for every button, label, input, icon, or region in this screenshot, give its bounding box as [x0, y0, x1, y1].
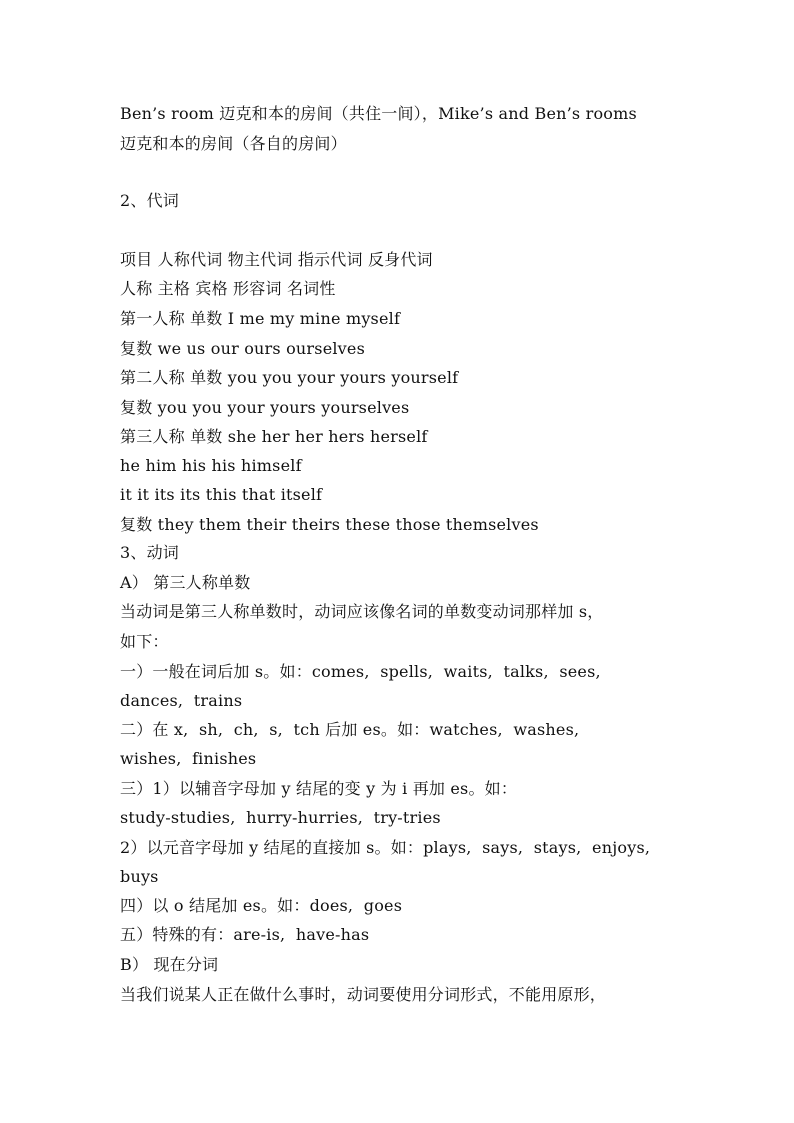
section-heading: 2、代词	[120, 191, 179, 210]
text-line: 四）以 o 结尾加 es。如：does, goes	[120, 896, 403, 915]
text-line: 复数 you you your yours yourselves	[120, 398, 410, 417]
text-line: 二）在 x, sh, ch, s, tch 后加 es。如：watches, washes,	[120, 720, 580, 739]
text-line: 人称 主格 宾格 形容词 名词性	[120, 279, 336, 298]
section-heading: 3、动词	[120, 543, 179, 562]
text-line: 当动词是第三人称单数时，动词应该像名词的单数变动词那样加 s，	[120, 602, 604, 621]
text-line: 项目 人称代词 物主代词 指示代词 反身代词	[120, 250, 433, 269]
text-line: 第三人称 单数 she her her hers herself	[120, 427, 428, 446]
text-line: dances, trains	[120, 691, 243, 710]
text-line: 当我们说某人正在做什么事时，动词要使用分词形式，不能用原形，	[120, 985, 607, 1004]
text-line: 第一人称 单数 I me my mine myself	[120, 309, 401, 328]
text-line: 2）以元音字母加 y 结尾的直接加 s。如：plays, says, stays, enjoys,	[120, 838, 651, 857]
text-line: he him his his himself	[120, 456, 302, 475]
text-line: 复数 they them their theirs these those themselves	[120, 515, 539, 534]
text-line: 一）一般在词后加 s。如：comes, spells, waits, talks, sees,	[120, 662, 601, 681]
text-line: 迈克和本的房间（各自的房间）	[120, 134, 347, 153]
text-line: 五）特殊的有：are-is, have-has	[120, 925, 370, 944]
text-line: 三）1）以辅音字母加 y 结尾的变 y 为 i 再加 es。如：	[120, 779, 518, 798]
subsection-heading: A） 第三人称单数	[120, 573, 251, 592]
text-line: Ben’s room 迈克和本的房间（共住一间），Mike’s and Ben’s rooms	[120, 104, 637, 123]
text-line: study-studies, hurry-hurries, try-tries	[120, 808, 441, 827]
text-line: 复数 we us our ours ourselves	[120, 339, 365, 358]
text-line: 如下：	[120, 632, 169, 651]
subsection-heading: B） 现在分词	[120, 955, 219, 974]
text-line: it it its its this that itself	[120, 485, 323, 504]
text-line: 第二人称 单数 you you your yours yourself	[120, 368, 459, 387]
text-line: wishes, finishes	[120, 749, 257, 768]
text-line: buys	[120, 867, 159, 886]
